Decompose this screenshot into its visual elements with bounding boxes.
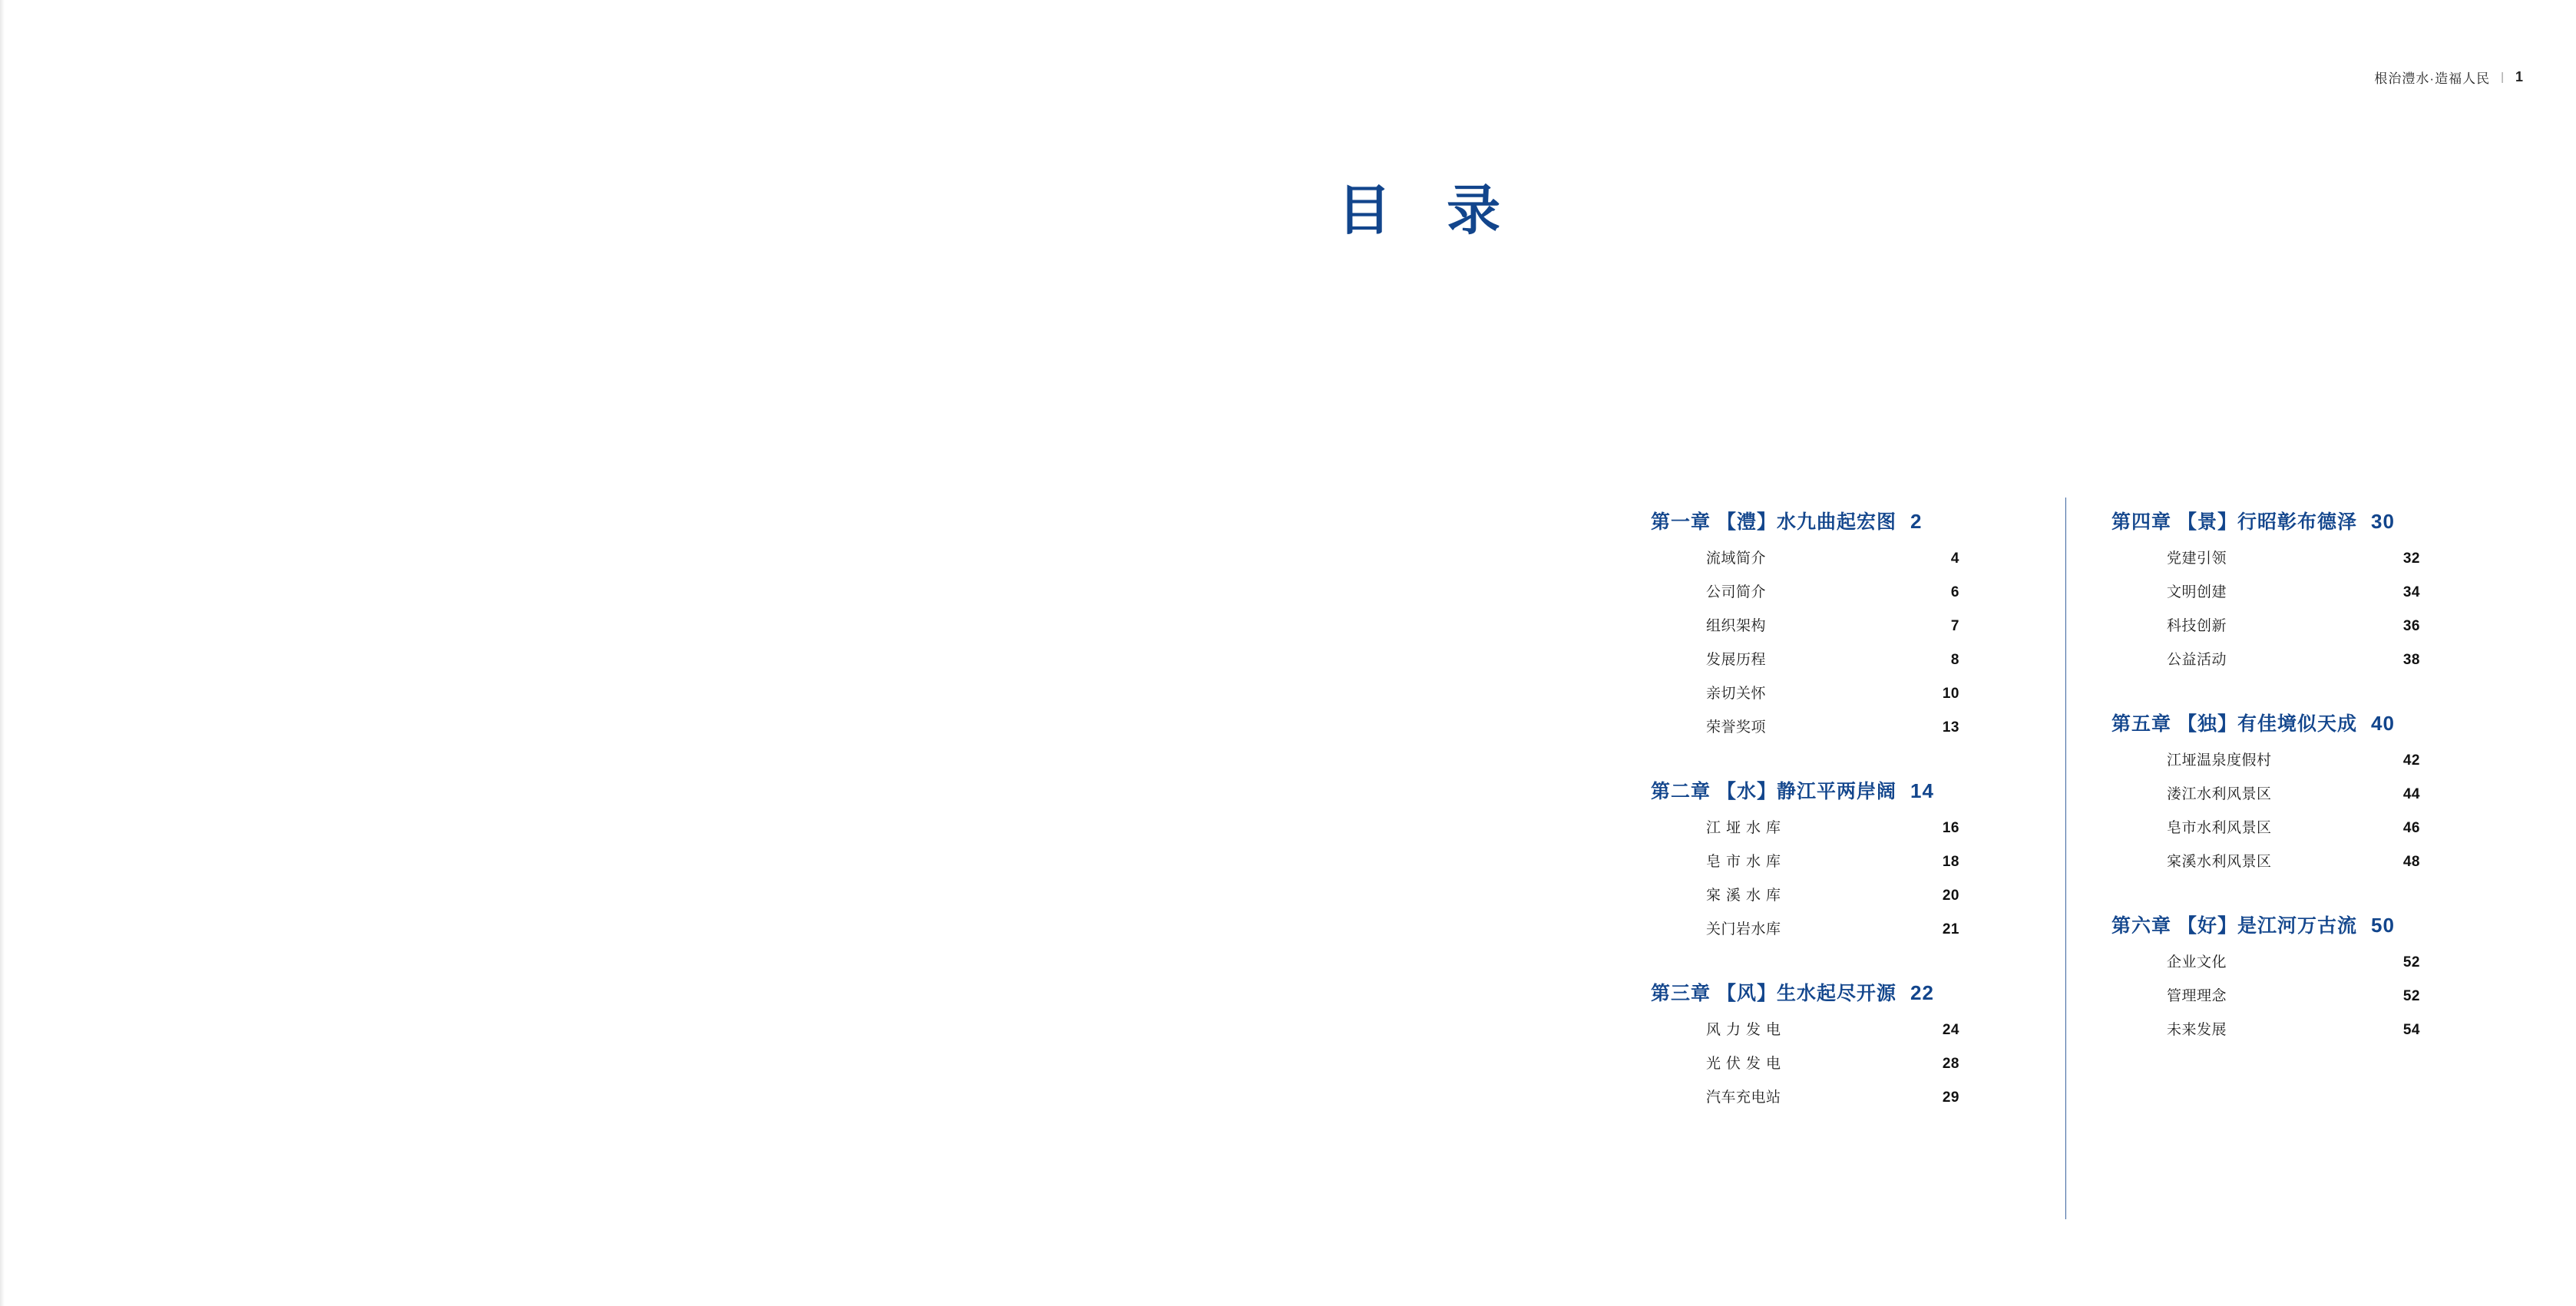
chapter-page-number: 50 [2371,914,2395,937]
toc-entry[interactable] [2167,816,2420,837]
toc-entry[interactable] [2167,749,2420,769]
toc-chapter[interactable] [2111,709,2472,871]
toc-entry-page: 20 [1942,888,1959,904]
toc-chapter-heading[interactable] [2111,507,2472,534]
toc-entry[interactable] [1706,648,1959,669]
toc-entry-page: 48 [2402,854,2420,870]
toc-entry-label: 溇江水利风景区 [2167,786,2272,802]
toc-entry-label: 宲溪水利风景区 [2167,854,2272,870]
toc-entry-label: 流域简介 [1706,551,1767,567]
chapter-number: 第六章 [2111,915,2172,937]
toc-entry-label: 管理理念 [2167,988,2227,1004]
chapter-title: 【景】行昭彰布德泽 [2178,511,2358,533]
toc-entry-label: 宲溪水库 [1706,888,1787,904]
chapter-number: 第五章 [2111,713,2172,735]
toc-chapter-heading[interactable] [1651,507,2012,534]
toc-entry-label: 荣誉奖项 [1706,719,1767,736]
toc-entry-page: 4 [1950,551,1959,567]
toc-entry[interactable] [1706,682,1959,703]
toc-entry-page: 52 [2402,954,2420,970]
toc-entry-page: 10 [1942,686,1959,702]
toc-entry[interactable] [2167,850,2420,871]
toc-entry-page: 46 [2402,820,2420,836]
chapter-number: 第二章 [1651,781,1711,802]
toc-entry[interactable] [2167,648,2420,669]
toc-entry-page: 44 [2402,786,2420,802]
toc-chapter[interactable] [1651,978,2012,1106]
toc-entry-label: 党建引领 [2167,551,2227,567]
toc-entry[interactable] [1706,1018,1959,1039]
toc-entry-label: 组织架构 [1706,618,1767,634]
toc-entry[interactable] [1706,918,1959,938]
toc-entry[interactable] [1706,580,1959,601]
toc-entry-label: 光伏发电 [1706,1056,1787,1072]
toc-entry-page: 24 [1942,1022,1959,1038]
chapter-page-number: 40 [2371,712,2395,735]
toc-chapter-heading[interactable] [1651,776,2012,804]
toc-entry-page: 54 [2402,1022,2420,1038]
toc-entry-page: 34 [2402,584,2420,600]
toc-entry-list [2111,951,2472,1039]
chapter-title: 【风】生水起尽开源 [1717,983,1897,1004]
toc-entry[interactable] [1706,816,1959,837]
toc-entry-page: 18 [1942,854,1959,870]
toc-chapter[interactable] [1651,776,2012,938]
chapter-number: 第一章 [1651,511,1711,533]
page-gutter-shadow [0,0,5,1306]
toc-entry-label: 关门岩水库 [1706,921,1781,937]
toc-entry-label: 江垭温泉度假村 [2167,752,2272,769]
running-header-separator: | [2501,71,2505,84]
toc-entry-label: 风力发电 [1706,1022,1787,1038]
toc-chapter-heading[interactable] [2111,709,2472,736]
toc-chapter[interactable] [2111,507,2472,669]
toc-entry[interactable] [1706,716,1959,736]
toc-entry-label: 公司简介 [1706,584,1767,600]
toc-entry-page: 28 [1942,1056,1959,1072]
toc-entry[interactable] [2167,614,2420,635]
toc-entry-page: 6 [1950,584,1959,600]
toc-entry[interactable] [1706,850,1959,871]
toc-entry[interactable] [1706,1052,1959,1073]
toc-entry[interactable] [2167,580,2420,601]
toc-entry-page: 8 [1950,652,1959,668]
toc-entry-list [2111,749,2472,871]
toc-chapter-heading[interactable] [1651,978,2012,1006]
chapter-title: 【好】是江河万古流 [2178,915,2358,937]
toc-entry-label: 江垭水库 [1706,820,1787,836]
toc-entry[interactable] [2167,951,2420,971]
toc-entry[interactable] [2167,1018,2420,1039]
toc-entry[interactable] [1706,614,1959,635]
toc-column-right [2065,507,2472,1039]
toc-entry-page: 13 [1942,719,1959,736]
toc-entry-label: 亲切关怀 [1706,686,1767,702]
running-header-text: 根治澧水·造福人民 [2374,71,2491,86]
toc-entry-label: 汽车充电站 [1706,1089,1781,1106]
toc-entry-page: 32 [2402,551,2420,567]
toc-entry-label: 发展历程 [1706,652,1767,668]
toc-entry-label: 未来发展 [2167,1022,2227,1038]
toc-chapter[interactable] [2111,911,2472,1039]
toc-entry-page: 16 [1942,820,1959,836]
toc-entry-page: 36 [2402,618,2420,634]
toc-chapter[interactable] [1651,507,2012,736]
toc-entry-page: 21 [1942,921,1959,937]
toc-entry-list [1651,816,2012,938]
toc-entry[interactable] [1706,884,1959,904]
toc-entry-list [1651,1018,2012,1106]
toc-entry[interactable] [1706,547,1959,567]
toc-entry-page: 29 [1942,1089,1959,1106]
toc-entry-label: 皂市水利风景区 [2167,820,2272,836]
chapter-title: 【澧】水九曲起宏图 [1717,511,1897,533]
chapter-title: 【水】静江平两岸阔 [1717,781,1897,802]
toc-entry-page: 42 [2402,752,2420,769]
toc-column-left [1651,507,2012,1106]
chapter-number: 第四章 [2111,511,2172,533]
running-header [2374,68,2524,87]
toc-entry-page: 7 [1950,618,1959,634]
chapter-page-number: 14 [1910,779,1934,802]
chapter-page-number: 22 [1910,981,1934,1004]
toc-chapter-heading[interactable] [2111,911,2472,938]
page-number: 1 [2515,69,2524,84]
toc-entry-label: 文明创建 [2167,584,2227,600]
toc-columns [1651,507,2518,1106]
toc-entry-label: 皂市水库 [1706,854,1787,870]
toc-entry-label: 公益活动 [2167,652,2227,668]
chapter-number: 第三章 [1651,983,1711,1004]
toc-entry-list [1651,547,2012,736]
page-title: 目 录 [1337,179,1519,242]
toc-entry[interactable] [1706,1086,1959,1106]
chapter-page-number: 30 [2371,510,2395,533]
toc-entry[interactable] [2167,547,2420,567]
toc-entry-list [2111,547,2472,669]
toc-entry[interactable] [2167,782,2420,803]
chapter-title: 【独】有佳境似天成 [2178,713,2358,735]
toc-entry-page: 38 [2402,652,2420,668]
toc-entry[interactable] [2167,984,2420,1005]
toc-entry-label: 企业文化 [2167,954,2227,970]
toc-entry-page: 52 [2402,988,2420,1004]
chapter-page-number: 2 [1910,510,1923,533]
toc-entry-label: 科技创新 [2167,618,2227,634]
